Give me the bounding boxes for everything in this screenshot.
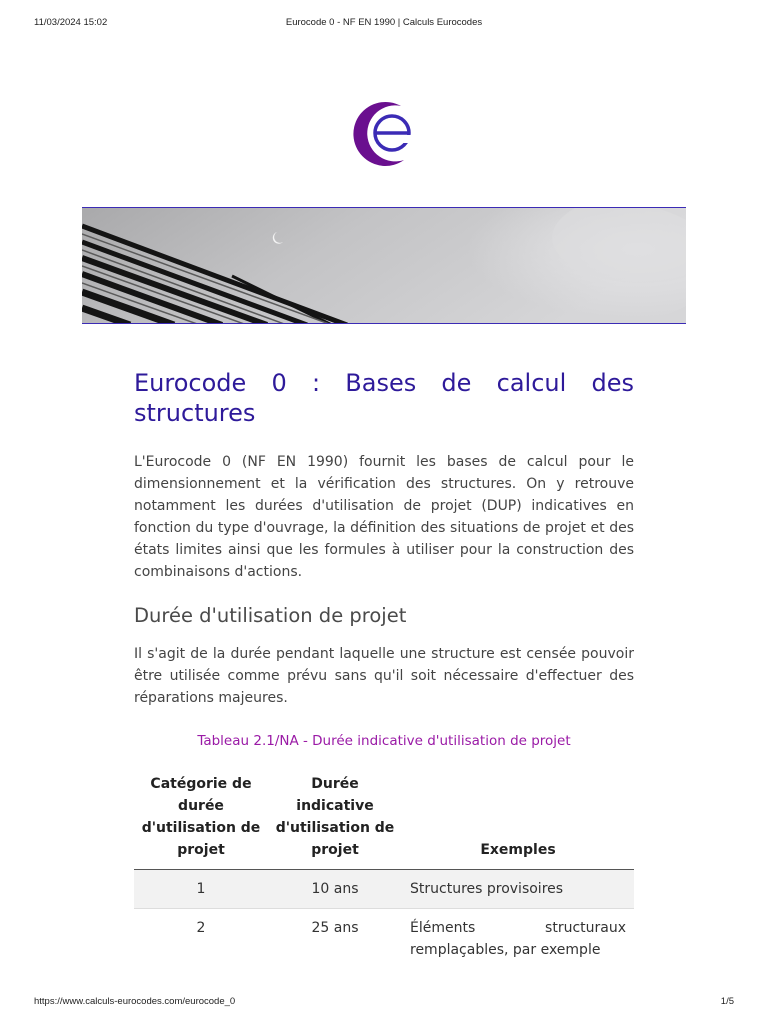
table-caption: Tableau 2.1/NA - Durée indicative d'utilisation de projet: [197, 733, 571, 749]
header-category: Catégorie de durée d'utilisation de projet: [134, 773, 268, 870]
cell-examples: Structures provisoires: [402, 870, 634, 909]
table-header-row: [134, 773, 634, 870]
print-date: 11/03/2024 15:02: [34, 17, 108, 28]
cell-examples: Éléments structuraux remplaçables, par exemple: [402, 909, 634, 970]
header-duration: Durée indicative d'utilisation de projet: [268, 773, 402, 870]
cell-category: 2: [134, 909, 268, 970]
cell-duration: 25 ans: [268, 909, 402, 970]
print-page-number: 1/5: [720, 996, 734, 1007]
intro-paragraph: L'Eurocode 0 (NF EN 1990) fournit les bases de calcul pour le dimensionnement et la vérification des structures. On y retrouve notamment les durées d'utilisation de projet (DUP) indicatives en fonction du type d'ouvrage, la définition des situations de projet et des états limites ainsi que les formules à utiliser pour la construction des combinaisons d'actions.: [134, 454, 634, 580]
cell-category: 1: [134, 870, 268, 909]
section-paragraph: Il s'agit de la durée pendant laquelle une structure est censée pouvoir être utilisée comme prévu sans qu'il soit nécessaire d'effectuer des réparations majeures.: [134, 646, 634, 706]
dup-table: [134, 773, 634, 969]
header-examples: Exemples: [402, 773, 634, 870]
section-heading: Durée d'utilisation de projet: [134, 604, 407, 627]
cell-duration: 10 ans: [268, 870, 402, 909]
print-page-title: Eurocode 0 - NF EN 1990 | Calculs Eurocodes: [285, 17, 483, 28]
ce-logo-icon[interactable]: [349, 97, 421, 169]
table-row: [134, 870, 634, 909]
print-url: https://www.calculs-eurocodes.com/eurocode_0: [34, 996, 236, 1007]
page-title: Eurocode 0 : Bases de calcul des structures: [134, 369, 634, 427]
header-banner-image: [82, 207, 686, 324]
table-row: [134, 909, 634, 970]
